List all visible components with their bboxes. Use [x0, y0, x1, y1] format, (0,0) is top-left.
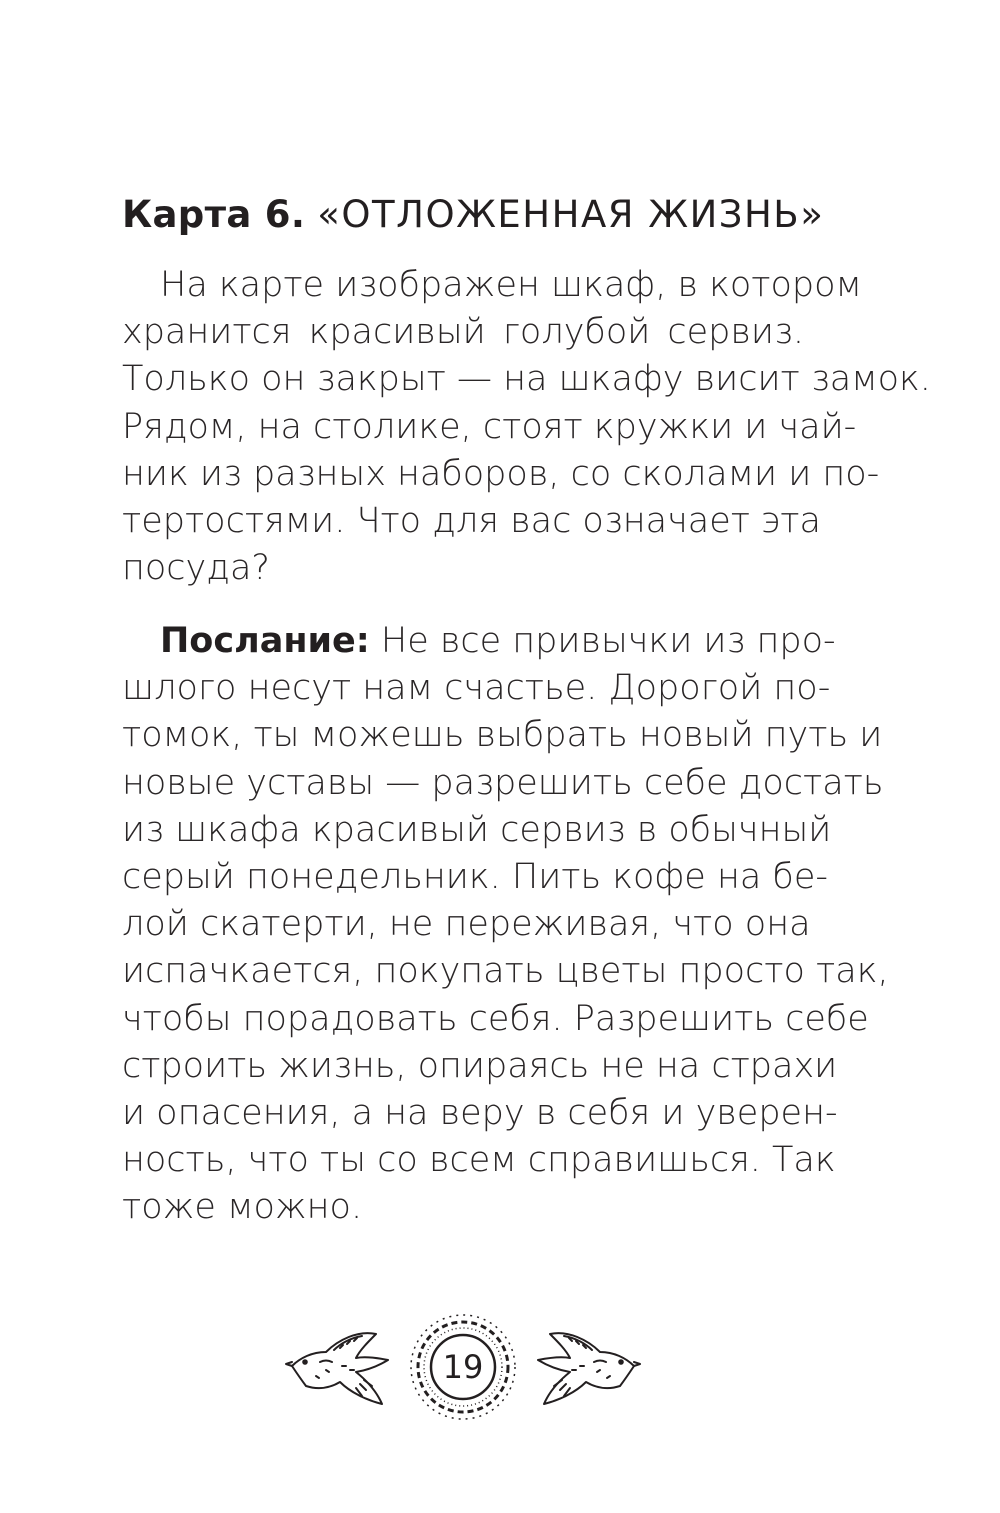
text-line: ность, что ты со всем справишься. Так — [122, 1140, 836, 1181]
left-bird-icon — [286, 1333, 388, 1404]
text-line: шлого несут нам счастье. Дорогой по- — [122, 668, 831, 709]
text-line: серый понедельник. Пить кофе на бе- — [122, 856, 828, 897]
message-lead: Послание: — [160, 621, 370, 661]
text-line: тертостями. Что для вас означает эта — [122, 500, 821, 541]
text-line: На карте изображен шкаф, в котором — [160, 265, 862, 305]
page-footer-ornament — [0, 1300, 1000, 1430]
text-line: испачкается, покупать цветы просто так, — [122, 951, 889, 992]
text-line: лой скатерти, не переживая, что она — [122, 904, 811, 945]
card-title — [122, 190, 825, 240]
text-line: посуда? — [122, 548, 270, 589]
text-line: хранится красивый голубой сервиз. — [122, 312, 804, 353]
message-first-line: Не все привычки из про- — [369, 621, 836, 661]
card-description — [122, 262, 931, 592]
right-bird-icon — [538, 1333, 640, 1404]
text-line: тоже можно. — [122, 1187, 363, 1228]
text-line: из шкафа красивый сервиз в обычный — [122, 809, 832, 850]
card-message — [122, 618, 889, 1231]
text-line: Только он закрыт — на шкафу висит замок. — [122, 359, 931, 400]
card-number: Карта 6. — [122, 193, 306, 236]
text-line: томок, ты можешь выбрать новый путь и — [122, 715, 883, 756]
text-line: и опасения, а на веру в себя и уверен- — [122, 1092, 838, 1133]
text-line: чтобы порадовать себя. Разрешить себе — [122, 998, 869, 1039]
page-number: 19 — [442, 1348, 484, 1386]
text-line: ник из разных наборов, со сколами и по- — [122, 453, 880, 494]
card-name: «ОТЛОЖЕННАЯ ЖИЗНЬ» — [317, 193, 825, 236]
text-line: строить жизнь, опираясь не на страхи — [122, 1045, 838, 1086]
text-line: новые уставы — разрешить себе достать — [122, 762, 884, 803]
text-line: Рядом, на столике, стоят кружки и чай- — [122, 406, 857, 447]
text-line — [122, 618, 836, 665]
